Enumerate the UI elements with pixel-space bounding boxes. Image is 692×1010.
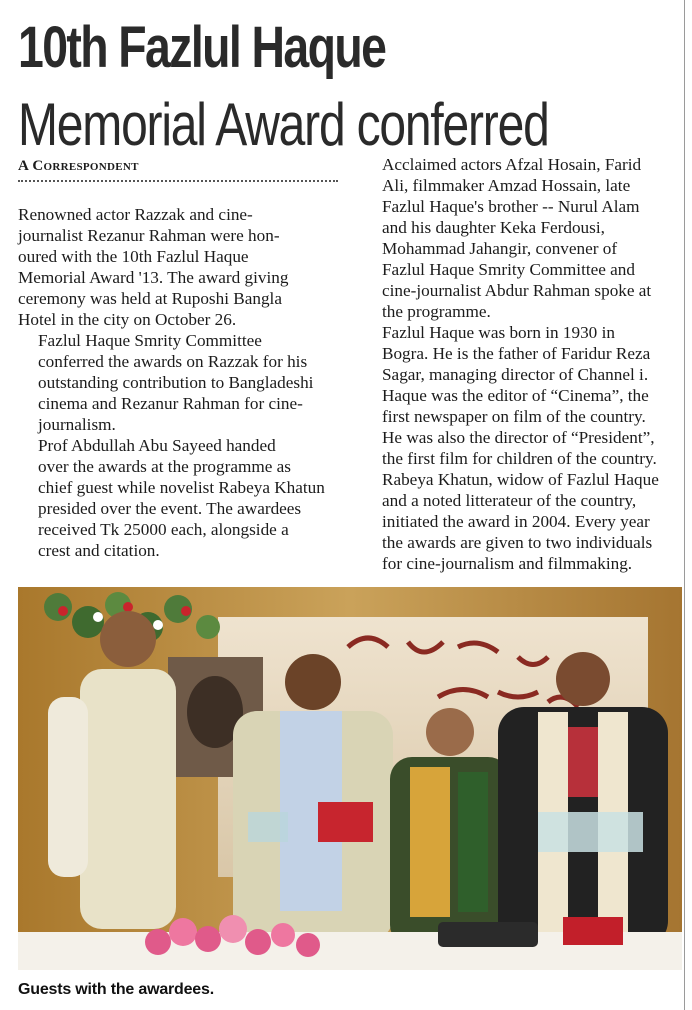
text-line: Acclaimed actors Afzal Hosain, Farid: [382, 155, 642, 174]
text-line: cine-journalist Abdur Rahman spoke at: [382, 281, 652, 300]
paragraph: [362, 154, 678, 322]
text-line: received Tk 25000 each, alongside a: [38, 520, 289, 539]
text-line: the awards are given to two individuals: [382, 533, 653, 552]
text-line: ceremony was held at Ruposhi Bangla: [18, 289, 282, 308]
text-line: Fazlul Haque was born in 1930 in: [382, 323, 615, 342]
gift-box: [563, 917, 623, 945]
text-line: presided over the event. The awardees: [38, 499, 302, 518]
photo-caption: Guests with the awardees.: [18, 981, 214, 998]
text-line: Fazlul Haque Smrity Committee and: [382, 260, 635, 279]
paragraph: [18, 330, 344, 435]
text-line: initiated the award in 2004. Every year: [382, 512, 650, 531]
byline: A Correspondent: [18, 158, 139, 174]
text-line: cinema and Rezanur Rahman for cine-: [38, 394, 303, 413]
handbag: [438, 922, 538, 947]
article-column-right: [362, 154, 678, 574]
text-line: and a noted litterateur of the country,: [382, 491, 637, 510]
text-line: Memorial Award '13. The award giving: [18, 268, 289, 287]
text-line: Sagar, managing director of Channel i.: [382, 365, 649, 384]
byline-divider: [18, 180, 338, 182]
event-photo: [18, 587, 682, 970]
text-line: Hotel in the city on October 26.: [18, 310, 237, 329]
text-line: outstanding contribution to Bangladeshi: [38, 373, 314, 392]
text-line: Fazlul Haque Smrity Committee: [38, 331, 262, 350]
text-line: over the awards at the programme as: [38, 457, 291, 476]
text-line: Prof Abdullah Abu Sayeed handed: [38, 436, 276, 455]
text-line: first newspaper on film of the country.: [382, 407, 646, 426]
text-line: the first film for children of the country.: [382, 449, 657, 468]
text-line: oured with the 10th Fazlul Haque: [18, 247, 249, 266]
text-line: conferred the awards on Razzak for his: [38, 352, 308, 371]
text-line: crest and citation.: [38, 541, 160, 560]
paragraph: [362, 322, 678, 574]
text-line: Renowned actor Razzak and cine-: [18, 205, 253, 224]
event-photo-illustration: [18, 587, 682, 970]
text-line: Fazlul Haque's brother -- Nurul Alam: [382, 197, 640, 216]
text-line: He was also the director of “President”,: [382, 428, 655, 447]
text-line: Rabeya Khatun, widow of Fazlul Haque: [382, 470, 659, 489]
text-line: Mohammad Jahangir, convener of: [382, 239, 618, 258]
headline-line-1: 10th Fazlul Haque: [18, 15, 386, 80]
text-line: for cine-journalism and filmmaking.: [382, 554, 633, 573]
text-line: journalist Rezanur Rahman were hon-: [18, 226, 280, 245]
text-line: chief guest while novelist Rabeya Khatun: [38, 478, 325, 497]
paragraph: [18, 204, 344, 330]
text-line: Haque was the editor of “Cinema”, the: [382, 386, 649, 405]
headline-line-2: Memorial Award conferred: [18, 91, 549, 158]
text-line: Ali, filmmaker Amzad Hossain, late: [382, 176, 631, 195]
article-column-left: [18, 204, 344, 561]
paragraph: [18, 435, 344, 561]
text-line: journalism.: [38, 415, 116, 434]
text-line: the programme.: [382, 302, 491, 321]
text-line: and his daughter Keka Ferdousi,: [382, 218, 605, 237]
column-rule: [684, 0, 685, 1010]
text-line: Bogra. He is the father of Faridur Reza: [382, 344, 651, 363]
